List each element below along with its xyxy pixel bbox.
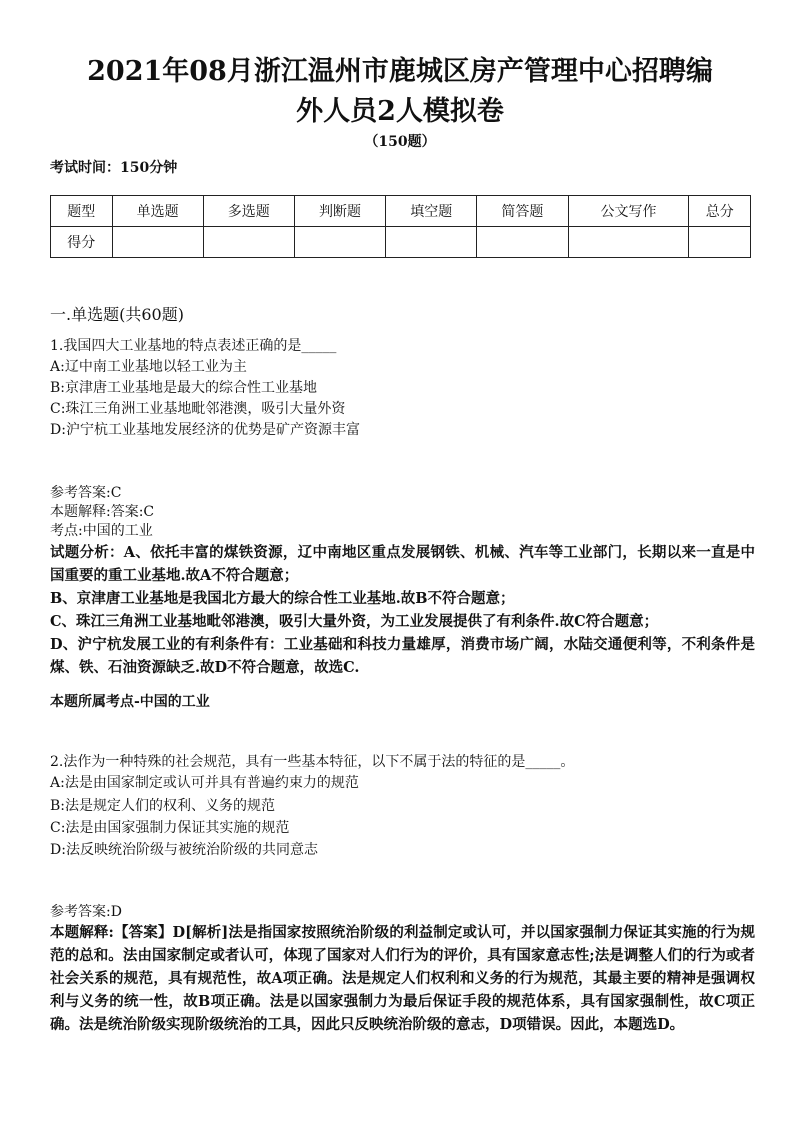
score-table: [50, 195, 751, 258]
q1-point: 考点:中国的工业: [50, 523, 153, 539]
q1-line-b: B、京津唐工业基地是我国北方最大的综合性工业基地.故B不符合题意；: [50, 590, 515, 607]
q1-option-c: C:珠江三角洲工业基地毗邻港澳，吸引大量外资: [50, 401, 346, 417]
q2-answer: 参考答案:D: [50, 904, 122, 920]
q2-option-c: C:法是由国家强制力保证其实施的规范: [50, 820, 290, 836]
q1-point-footer: 本题所属考点-中国的工业: [50, 694, 210, 710]
section-title: 一.单选题(共60题): [50, 305, 184, 324]
header-cell: 判断题: [294, 196, 385, 227]
score-cell[interactable]: [294, 227, 385, 258]
header-cell: 题型: [51, 196, 113, 227]
header-cell: 公文写作: [568, 196, 689, 227]
header-cell: 单选题: [112, 196, 203, 227]
header-cell: 多选题: [203, 196, 294, 227]
score-table-header-row: [51, 196, 751, 227]
q2-explanation: 本题解释:【答案】D[解析]法是指国家按照统治阶级的利益制定或认可，并以国家强制力保证其实施的行为规范的总和。法由国家制定或者认可，体现了国家对人们行为的评价，具有国家意志性;法是调整人们的行为或者社会关系的规范，具有规范性，故A项正确。法是规定人们权利和义务的行为规范，其最主要的精神是强调权利与义务的统一性，故B项正确。法是以国家强制力为最后保证手段的规范体系，具有国家强制性，故C项正确。法是统治阶级实现阶级统治的工具，因此只反映统治阶级的意志，D项错误。因此，本题选D。: [50, 924, 755, 1033]
q1-option-b: B:京津唐工业基地是最大的综合性工业基地: [50, 380, 318, 396]
q2-option-a: A:法是由国家制定或认可并具有普遍约束力的规范: [50, 775, 359, 791]
score-cell[interactable]: [203, 227, 294, 258]
q1-line-d: D、沪宁杭发展工业的有利条件有：工业基础和科技力量雄厚，消费市场广阔，水陆交通便利等，不利条件是煤、铁、石油资源缺乏.故D不符合题意，故选C.: [50, 636, 755, 676]
q1-stem: 1.我国四大工业基地的特点表述正确的是_____: [50, 338, 337, 354]
q2-stem: 2.法作为一种特殊的社会规范，具有一些基本特征，以下不属于法的特征的是_____。: [50, 754, 575, 770]
question-count: （150题）: [364, 134, 436, 150]
score-cell[interactable]: [112, 227, 203, 258]
q1-explain-head: 本题解释:答案:C: [50, 504, 155, 520]
q2-option-b: B:法是规定人们的权利、义务的规范: [50, 798, 276, 814]
score-cell[interactable]: [689, 227, 751, 258]
exam-time: 考试时间：150分钟: [50, 160, 178, 176]
row-label: 得分: [51, 227, 113, 258]
q1-analysis: 试题分析：A、依托丰富的煤铁资源，辽中南地区重点发展钢铁、机械、汽车等工业部门，长期以来一直是中国重要的重工业基地.故A不符合题意；: [50, 544, 755, 584]
header-cell: 填空题: [386, 196, 477, 227]
q1-option-d: D:沪宁杭工业基地发展经济的优势是矿产资源丰富: [50, 422, 360, 438]
header-cell: 总分: [689, 196, 751, 227]
header-cell: 简答题: [477, 196, 568, 227]
score-table-score-row: [51, 227, 751, 258]
q1-answer: 参考答案:C: [50, 485, 122, 501]
score-cell[interactable]: [386, 227, 477, 258]
q2-option-d: D:法反映统治阶级与被统治阶级的共同意志: [50, 842, 318, 858]
q1-line-c: C、珠江三角洲工业基地毗邻港澳，吸引大量外资，为工业发展提供了有利条件.故C符合题意；: [50, 613, 659, 630]
page-title-line1: 2021年08月浙江温州市鹿城区房产管理中心招聘编: [87, 56, 713, 87]
score-cell[interactable]: [477, 227, 568, 258]
q1-option-a: A:辽中南工业基地以轻工业为主: [50, 359, 247, 375]
score-cell[interactable]: [568, 227, 689, 258]
page-title-line2: 外人员2人模拟卷: [296, 96, 504, 127]
